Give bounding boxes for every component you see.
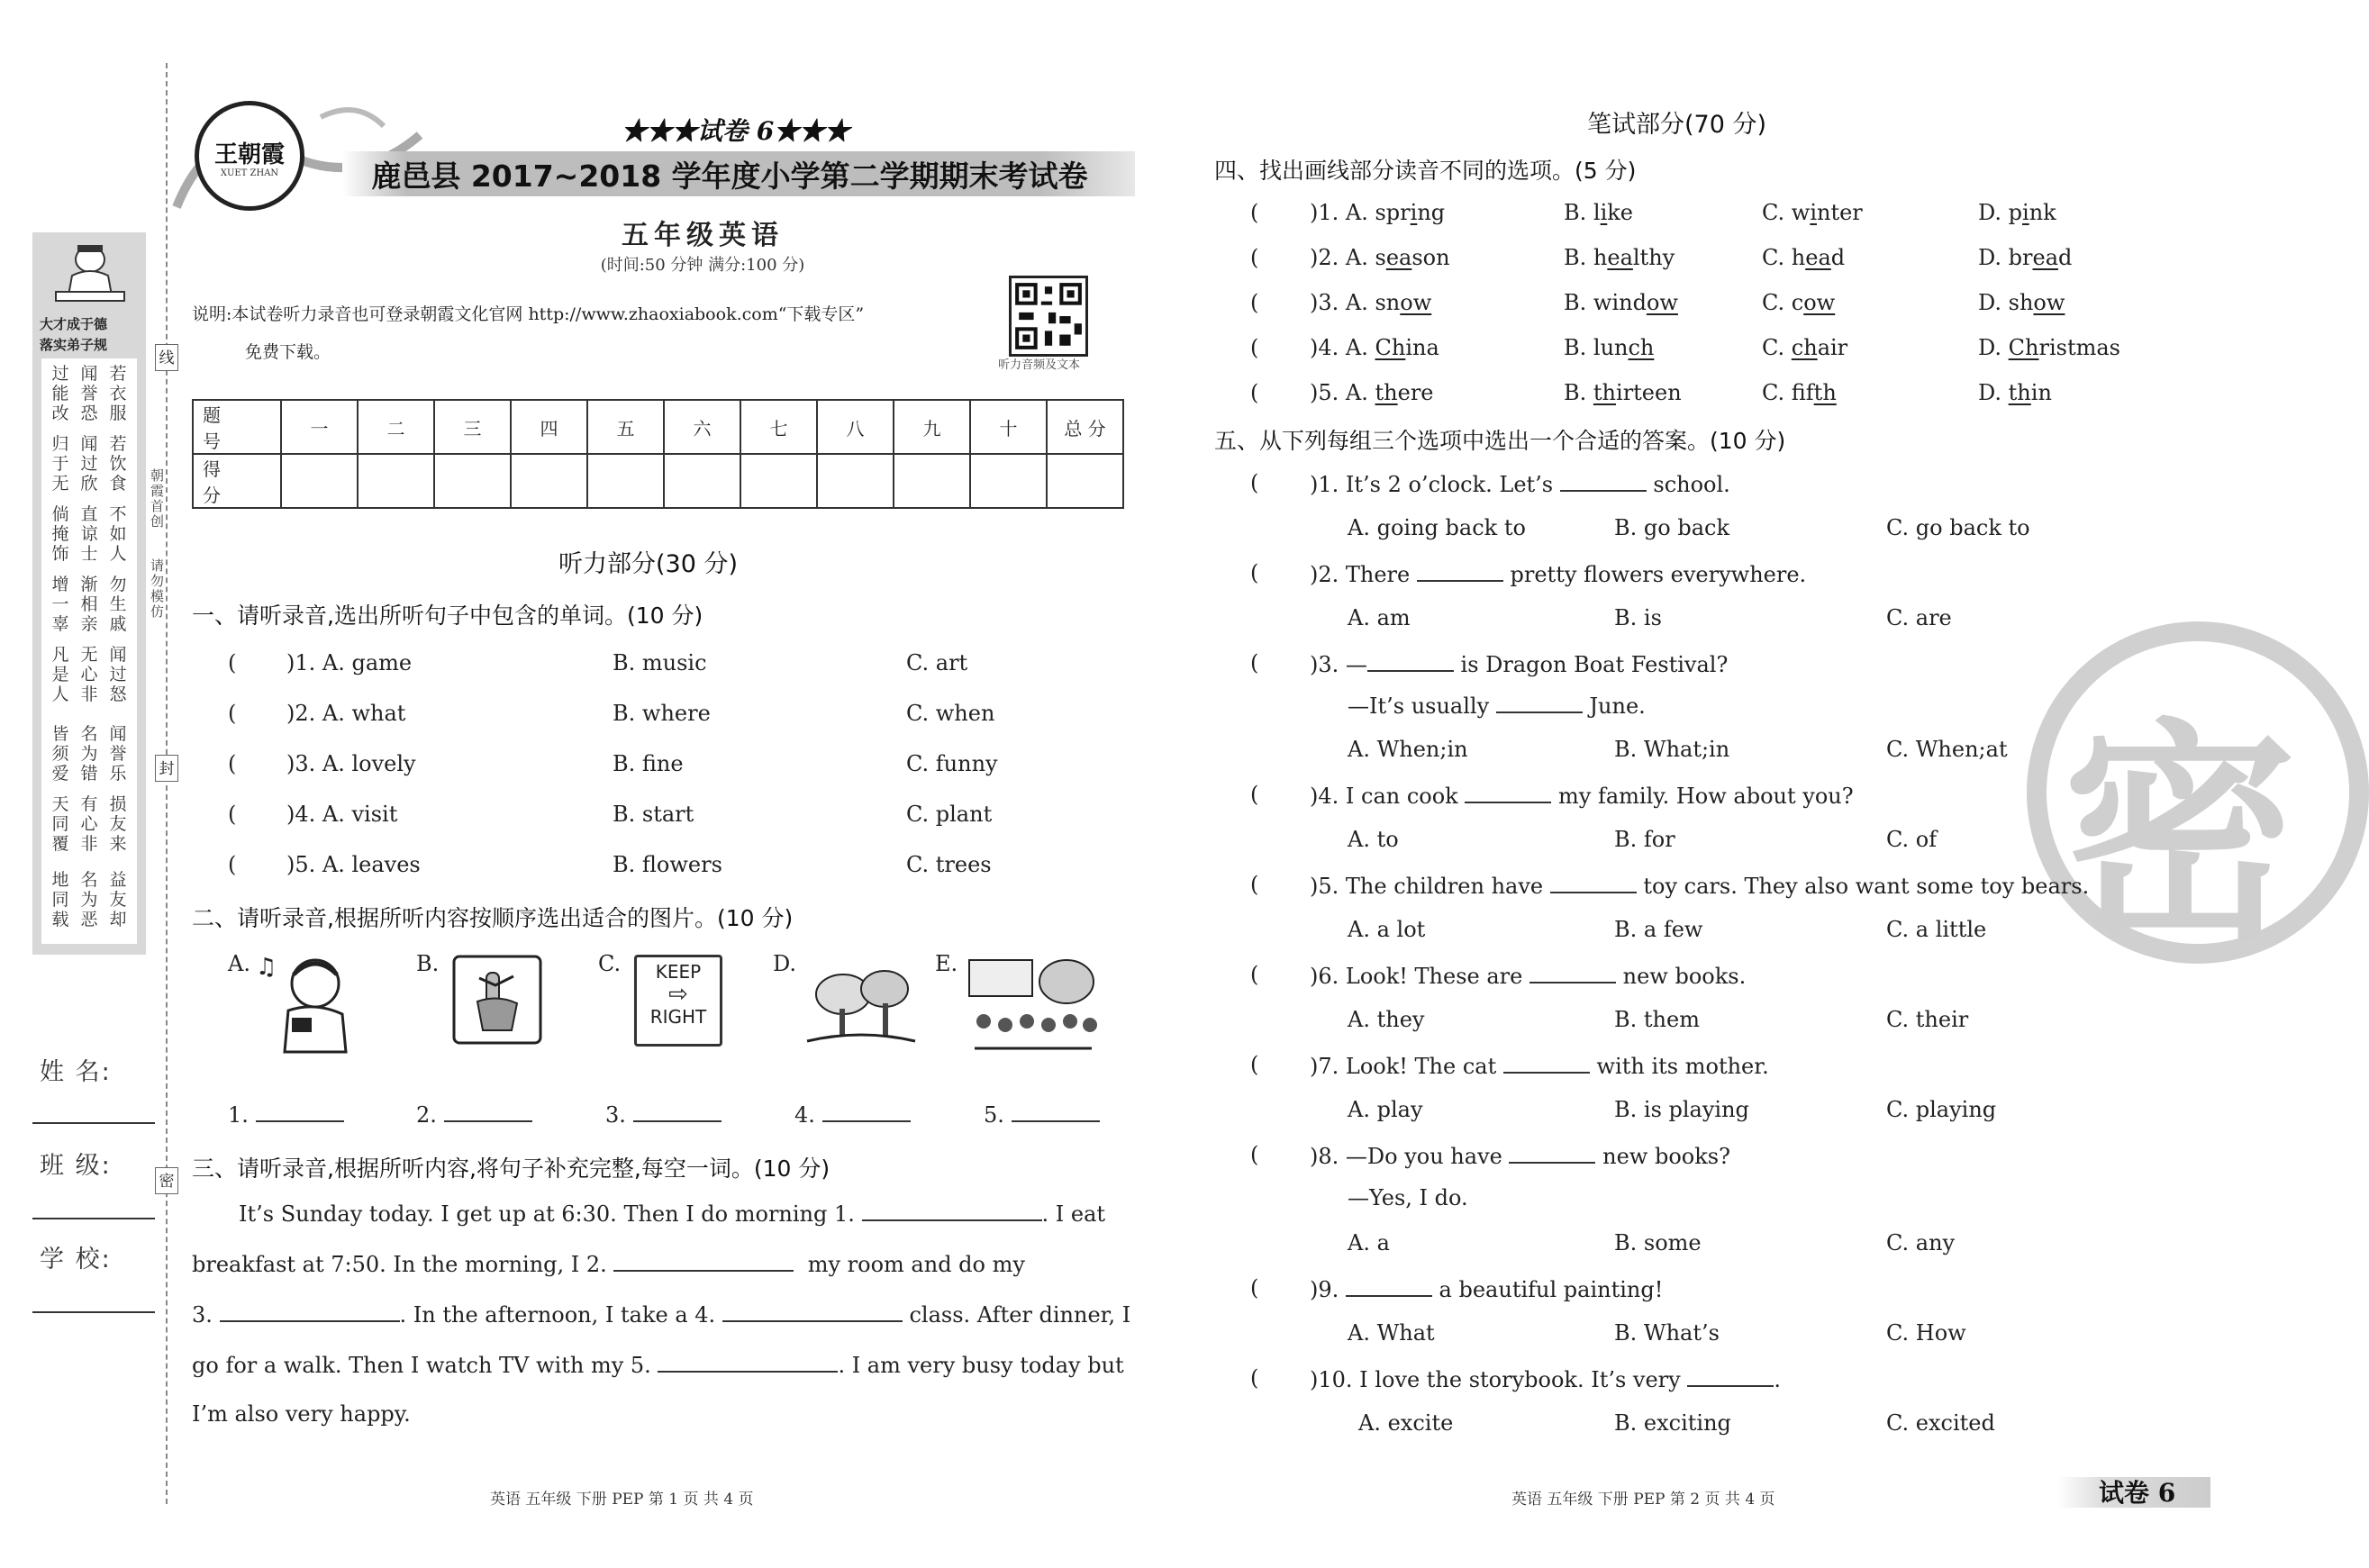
question-option-b: B. where — [613, 701, 711, 726]
table-cell: 二 — [358, 400, 434, 454]
mc-option-c: C. of — [1886, 827, 1938, 852]
passage-text: . I am very busy today but — [838, 1353, 1124, 1378]
answer-paren[interactable]: ( — [1250, 1142, 1259, 1167]
answer-blank[interactable] — [633, 1101, 722, 1122]
question-text: June. — [1589, 693, 1646, 719]
question-text: new books. — [1622, 964, 1747, 989]
phonics-option-d: D. show — [1978, 290, 2065, 315]
proverb-col: 有心非 — [80, 794, 98, 854]
question-blank — [1465, 782, 1551, 803]
section-5-title: 五、从下列每组三个选项中选出一个合适的答案。(10 分) — [1214, 428, 1786, 454]
mc-option-a: A. to — [1348, 827, 1399, 852]
question-text: school. — [1653, 472, 1730, 497]
answer-paren[interactable]: ( — [1250, 962, 1259, 987]
answer-paren[interactable]: ( — [1250, 1275, 1259, 1301]
score-table-header-row — [193, 400, 1123, 454]
phonics-option-d: D. bread — [1978, 245, 2073, 270]
question-text: )7. Look! The cat — [1310, 1054, 1497, 1079]
mc-option-a: A. excite — [1358, 1410, 1454, 1436]
exam-title: 鹿邑县 2017~2018 学年度小学第二学期期末考试卷 — [371, 159, 1088, 194]
mc-option-c: C. go back to — [1886, 515, 2030, 540]
picture-label-d: D. — [773, 951, 797, 976]
table-cell: 得 分 — [193, 454, 281, 508]
name-label: 姓 名: — [40, 1058, 112, 1086]
question-option-b: B. fine — [613, 751, 684, 776]
answer-blank[interactable] — [444, 1101, 532, 1122]
proverb-col: 归于无 — [51, 434, 69, 494]
proverb-col: 倘掩饰 — [51, 504, 69, 564]
phonics-option-c: C. cow — [1762, 290, 1836, 315]
mc-question-4 — [1310, 782, 1854, 809]
table-cell: 九 — [894, 400, 970, 454]
proverb-col: 勿生戚 — [109, 575, 127, 634]
question-blank — [1509, 1142, 1595, 1164]
phonics-option-c: C. fifth — [1762, 380, 1837, 405]
question-text: new books? — [1602, 1144, 1730, 1169]
question-text: )2. There — [1310, 562, 1411, 587]
paper-label: ★★★试卷 6★★★ — [622, 116, 850, 146]
proverb-col: 不如人 — [109, 504, 127, 564]
question-option-a: )2. A. what — [286, 701, 406, 726]
cut-mark-feng: 封 — [155, 755, 178, 782]
proverb-col: 增一辜 — [51, 575, 69, 634]
question-text: —It’s usually — [1348, 693, 1490, 719]
question-text: . — [1774, 1367, 1781, 1392]
phonics-option-a: )4. A. China — [1310, 335, 1439, 360]
keep-sign-word: KEEP — [655, 961, 702, 983]
question-option-b: B. flowers — [613, 852, 722, 877]
sidebar-motto-2: 落实弟子规 — [40, 337, 108, 353]
picture-answer-5 — [984, 1101, 1100, 1128]
mc-question-8 — [1310, 1142, 1730, 1169]
phonics-option-a: )2. A. season — [1310, 245, 1450, 270]
question-number: )5. A. — [1310, 380, 1368, 405]
svg-text:♫: ♫ — [256, 954, 277, 981]
class-label: 班 级: — [40, 1152, 112, 1180]
option-letter: D. — [1978, 380, 2002, 405]
proverb-col: 无心非 — [80, 645, 98, 704]
proverb-col: 损友来 — [109, 794, 127, 854]
score-table — [192, 399, 1124, 509]
passage-blank-4[interactable] — [722, 1301, 903, 1322]
phonics-option-d: D. pink — [1978, 200, 2056, 225]
proverb-col: 闻过欣 — [80, 434, 98, 494]
question-text: )8. —Do you have — [1310, 1144, 1502, 1169]
option-letter: D. — [1978, 200, 2002, 225]
answer-paren[interactable]: ( — [228, 751, 237, 776]
scholar-illustration — [45, 240, 135, 312]
answer-number: 5. — [984, 1102, 1004, 1128]
option-letter: B. — [1564, 335, 1587, 360]
mc-question-5 — [1310, 872, 2089, 899]
mc-option-c: C. any — [1886, 1230, 1956, 1255]
mc-option-c: C. their — [1886, 1007, 1969, 1032]
keep-sign-word: RIGHT — [649, 1006, 707, 1028]
mc-option-b: B. a few — [1614, 917, 1703, 942]
mc-option-a: A. When;in — [1348, 737, 1468, 762]
cut-mark-xian: 线 — [155, 344, 178, 371]
passage-text: 3. — [192, 1302, 213, 1328]
question-text: pretty flowers everywhere. — [1510, 562, 1807, 587]
question-option-a: )3. A. lovely — [286, 751, 416, 776]
option-letter: B. — [1564, 380, 1587, 405]
quiet-sign-picture — [452, 955, 542, 1045]
question-blank — [1529, 962, 1616, 983]
phonics-option-c: C. head — [1762, 245, 1846, 270]
score-cell[interactable] — [511, 454, 587, 508]
mc-question-1 — [1310, 470, 1730, 497]
phonics-option-a: )3. A. snow — [1310, 290, 1432, 315]
mc-question-3 — [1310, 650, 1728, 677]
question-text: with its mother. — [1596, 1054, 1769, 1079]
table-cell: 十 — [970, 400, 1047, 454]
passage-blank-2[interactable] — [613, 1250, 794, 1272]
picture-answer-2 — [416, 1101, 532, 1128]
mc-option-b: B. is playing — [1614, 1097, 1749, 1122]
school-field[interactable] — [32, 1311, 155, 1313]
phonics-option-b: B. window — [1564, 290, 1678, 315]
question-blank — [1346, 1275, 1432, 1297]
table-cell: 四 — [511, 400, 587, 454]
passage-text: class. After dinner, I — [909, 1302, 1131, 1328]
section-3-title: 三、请听录音,根据所听内容,将句子补充完整,每空一词。(10 分) — [192, 1156, 831, 1182]
mc-question-3-line2 — [1348, 692, 1646, 719]
passage-blank-1[interactable] — [862, 1200, 1042, 1221]
option-letter: C. — [1762, 380, 1785, 405]
mc-option-c: C. How — [1886, 1320, 1966, 1346]
answer-paren[interactable]: ( — [1250, 470, 1259, 495]
question-text: )9. — [1310, 1277, 1339, 1302]
mc-question-7 — [1310, 1052, 1769, 1079]
table-cell: 三 — [434, 400, 511, 454]
question-option-c: C. plant — [906, 802, 993, 827]
planting-trees-picture — [807, 958, 915, 1048]
mc-question-2 — [1310, 560, 1806, 587]
phonics-option-a: )5. A. there — [1310, 380, 1434, 405]
exam-timing: (时间:50 分钟 满分:100 分) — [600, 256, 805, 275]
passage-text: It’s Sunday today. I get up at 6:30. Then I do morning 1. — [239, 1201, 855, 1227]
question-text: is Dragon Boat Festival? — [1460, 652, 1729, 677]
option-letter: D. — [1978, 335, 2002, 360]
phonics-option-b: B. healthy — [1564, 245, 1675, 270]
phonics-option-c: C. chair — [1762, 335, 1848, 360]
score-table-score-row — [193, 454, 1123, 508]
class-outing-picture — [966, 955, 1101, 1052]
mc-option-c: C. a little — [1886, 917, 1987, 942]
mc-option-b: B. go back — [1614, 515, 1729, 540]
answer-number: 1. — [228, 1102, 249, 1128]
question-option-a: )5. A. leaves — [286, 852, 421, 877]
picture-answer-3 — [605, 1101, 722, 1128]
mc-option-a: A. am — [1348, 605, 1411, 630]
picture-label-e: E. — [935, 951, 958, 976]
question-text: )4. I can cook — [1310, 784, 1458, 809]
question-option-a: )4. A. visit — [286, 802, 398, 827]
passage-text: go for a walk. Then I watch TV with my 5. — [192, 1353, 651, 1378]
question-number: )2. A. — [1310, 245, 1368, 270]
answer-number: 2. — [416, 1102, 437, 1128]
mc-option-b: B. for — [1614, 827, 1675, 852]
mc-question-6 — [1310, 962, 1746, 989]
qr-caption: 听力音频及文本 — [998, 358, 1081, 372]
score-cell[interactable] — [1047, 454, 1123, 508]
passage-text: breakfast at 7:50. In the morning, I 2. — [192, 1252, 607, 1277]
score-cell[interactable] — [281, 454, 358, 508]
passage-line-2 — [192, 1250, 1025, 1277]
section-2-title: 二、请听录音,根据所听内容按顺序选出适合的图片。(10 分) — [192, 905, 794, 931]
passage-line-4 — [192, 1351, 1124, 1378]
question-blank — [1367, 650, 1454, 672]
question-option-c: C. art — [906, 650, 968, 675]
question-text: )5. The children have — [1310, 874, 1544, 899]
vertical-note-2: 请勿模仿 — [149, 558, 165, 620]
question-option-b: B. start — [613, 802, 694, 827]
proverb-col: 直谅士 — [80, 504, 98, 564]
proverb-panel — [41, 358, 137, 944]
mc-option-a: A. play — [1348, 1097, 1423, 1122]
answer-blank[interactable] — [256, 1101, 344, 1122]
answer-paren[interactable]: ( — [228, 852, 237, 877]
passage-text: . In the afternoon, I take a 4. — [399, 1302, 716, 1328]
passage-blank-3[interactable] — [220, 1301, 400, 1322]
option-letter: D. — [1978, 290, 2002, 315]
mc-option-a: A. What — [1348, 1320, 1435, 1346]
question-option-b: B. music — [613, 650, 707, 675]
proverb-col: 若饮食 — [109, 434, 127, 494]
proverb-col: 天同覆 — [51, 794, 69, 854]
writing-part-title: 笔试部分(70 分) — [1587, 111, 1767, 139]
proverb-col: 若衣服 — [109, 364, 127, 423]
mc-option-a: A. going back to — [1348, 515, 1526, 540]
logo-subtext: XUET ZHAN — [220, 168, 279, 178]
mc-question-8-line2: —Yes, I do. — [1348, 1185, 1468, 1210]
phonics-option-d: D. Christmas — [1978, 335, 2120, 360]
option-letter: D. — [1978, 245, 2002, 270]
mc-option-b: B. some — [1614, 1230, 1702, 1255]
question-blank — [1417, 560, 1503, 582]
passage-text: my room and do my — [807, 1252, 1025, 1277]
question-text: toy cars. They also want some toy bears. — [1643, 874, 2090, 899]
sidebar-motto-1: 大才成于德 — [40, 316, 108, 332]
mc-option-a: A. a — [1348, 1230, 1390, 1255]
answer-paren[interactable]: ( — [1250, 872, 1259, 897]
answer-number: 3. — [605, 1102, 626, 1128]
question-text: )1. It’s 2 o’clock. Let’s — [1310, 472, 1554, 497]
listening-part-title: 听力部分(30 分) — [558, 550, 739, 578]
question-text: )3. — — [1310, 652, 1367, 677]
question-blank — [1550, 872, 1637, 893]
mc-option-c: C. excited — [1886, 1410, 1995, 1436]
mc-question-9 — [1310, 1275, 1663, 1302]
question-number: )3. A. — [1310, 290, 1368, 315]
logo-emblem — [195, 101, 304, 211]
arrow-right-icon: ⇨ — [668, 981, 688, 1008]
page-footer-right: 英语 五年级 下册 PEP 第 2 页 共 4 页 — [1511, 1491, 1775, 1509]
answer-paren[interactable]: ( — [1250, 1052, 1259, 1077]
passage-text: . I eat — [1041, 1201, 1106, 1227]
school-label: 学 校: — [40, 1246, 112, 1273]
answer-paren[interactable]: ( — [1250, 290, 1259, 315]
question-option-c: C. when — [906, 701, 995, 726]
question-option-a: )1. A. game — [286, 650, 413, 675]
proverb-col: 凡是人 — [51, 645, 69, 704]
question-option-c: C. trees — [906, 852, 992, 877]
answer-paren[interactable]: ( — [228, 802, 237, 827]
section-4-title: 四、找出画线部分读音不同的选项。(5 分) — [1214, 158, 1637, 184]
passage-blank-5[interactable] — [658, 1351, 838, 1373]
mc-option-c: C. are — [1886, 605, 1952, 630]
passage-line-3 — [192, 1301, 1130, 1328]
phonics-option-b: B. lunch — [1564, 335, 1655, 360]
question-text: my family. How about you? — [1558, 784, 1854, 809]
mc-option-b: B. What;in — [1614, 737, 1730, 762]
mc-option-b: B. What’s — [1614, 1320, 1720, 1346]
proverb-col: 闻誉乐 — [109, 724, 127, 784]
picture-answer-1 — [228, 1101, 344, 1128]
score-cell[interactable] — [817, 454, 894, 508]
question-text: )10. I love the storybook. It’s very — [1310, 1367, 1681, 1392]
answer-paren[interactable]: ( — [1250, 782, 1259, 807]
score-cell[interactable] — [358, 454, 434, 508]
option-letter: C. — [1762, 245, 1785, 270]
table-cell: 一 — [281, 400, 358, 454]
mc-option-b: B. is — [1614, 605, 1662, 630]
question-option-c: C. funny — [906, 751, 998, 776]
class-field[interactable] — [32, 1218, 155, 1219]
page-footer-left: 英语 五年级 下册 PEP 第 1 页 共 4 页 — [490, 1491, 754, 1509]
picture-label-b: B. — [416, 951, 440, 976]
score-cell[interactable] — [434, 454, 511, 508]
question-text: a beautiful painting! — [1439, 1277, 1664, 1302]
score-cell[interactable] — [970, 454, 1047, 508]
qr-code[interactable] — [1009, 276, 1088, 357]
question-blank — [1560, 470, 1647, 492]
vertical-note-1: 朝霞首创 — [149, 468, 165, 530]
question-blank — [1503, 1052, 1590, 1074]
option-letter: C. — [1762, 290, 1785, 315]
download-note: 说明:本试卷听力录音也可登录朝霞文化官网 http://www.zhaoxiabook.com“下载专区” — [192, 304, 865, 324]
boy-listening-music-picture — [252, 947, 360, 1054]
phonics-option-d: D. thin — [1978, 380, 2052, 405]
score-cell[interactable] — [587, 454, 664, 508]
picture-label-a: A. — [228, 951, 250, 976]
answer-paren[interactable]: ( — [1250, 200, 1259, 225]
answer-number: 4. — [794, 1102, 815, 1128]
answer-paren[interactable]: ( — [1250, 1365, 1259, 1391]
question-number: )4. A. — [1310, 335, 1368, 360]
mc-option-b: B. them — [1614, 1007, 1700, 1032]
table-cell: 八 — [817, 400, 894, 454]
table-cell: 七 — [740, 400, 817, 454]
picture-label-c: C. — [598, 951, 622, 976]
phonics-option-b: B. like — [1564, 200, 1634, 225]
phonics-option-b: B. thirteen — [1564, 380, 1682, 405]
table-cell: 题 号 — [193, 400, 281, 454]
answer-paren[interactable]: ( — [1250, 560, 1259, 585]
option-letter: B. — [1564, 245, 1587, 270]
proverb-col: 名为错 — [80, 724, 98, 784]
option-letter: C. — [1762, 335, 1785, 360]
proverb-col: 渐相亲 — [80, 575, 98, 634]
answer-blank[interactable] — [1012, 1101, 1100, 1122]
phonics-option-a: )1. A. spring — [1310, 200, 1446, 225]
passage-line-1 — [239, 1200, 1105, 1227]
proverb-col: 闻过怒 — [109, 645, 127, 704]
confidential-watermark: 密 — [2063, 701, 2297, 973]
cut-mark-mi: 密 — [155, 1167, 178, 1194]
question-text: )6. Look! These are — [1310, 964, 1523, 989]
name-field[interactable] — [32, 1122, 155, 1124]
score-cell[interactable] — [894, 454, 970, 508]
option-letter: B. — [1564, 290, 1587, 315]
mc-option-a: A. a lot — [1348, 917, 1426, 942]
download-note-cont: 免费下载。 — [245, 342, 331, 362]
proverb-col: 闻誉恐 — [80, 364, 98, 423]
proverb-col: 皆须爱 — [51, 724, 69, 784]
mc-option-a: A. they — [1348, 1007, 1425, 1032]
question-blank — [1496, 692, 1583, 713]
option-letter: B. — [1564, 200, 1587, 225]
mc-question-10 — [1310, 1365, 1781, 1392]
table-cell: 五 — [587, 400, 664, 454]
proverb-col: 益友却 — [109, 870, 127, 929]
proverb-col: 名为恶 — [80, 870, 98, 929]
keep-right-sign-picture — [634, 955, 722, 1047]
table-cell: 六 — [664, 400, 740, 454]
question-blank — [1687, 1365, 1774, 1387]
proverb-col: 过能改 — [51, 364, 69, 423]
answer-paren[interactable]: ( — [1250, 245, 1259, 270]
passage-line-5: I’m also very happy. — [192, 1401, 411, 1427]
answer-paren[interactable]: ( — [228, 650, 237, 675]
subject-title: 五年级英语 — [622, 220, 784, 251]
answer-paren[interactable]: ( — [1250, 650, 1259, 675]
answer-paren[interactable]: ( — [228, 701, 237, 726]
table-cell: 总 分 — [1047, 400, 1123, 454]
section-1-title: 一、请听录音,选出所听句子中包含的单词。(10 分) — [192, 603, 703, 629]
answer-paren[interactable]: ( — [1250, 380, 1259, 405]
answer-paren[interactable]: ( — [1250, 335, 1259, 360]
score-cell[interactable] — [740, 454, 817, 508]
picture-answer-4 — [794, 1101, 911, 1128]
mc-option-c: C. When;at — [1886, 737, 2008, 762]
corner-paper-label: 试卷 6 — [2099, 1478, 2176, 1508]
mc-option-c: C. playing — [1886, 1097, 1997, 1122]
proverb-col: 地同载 — [51, 870, 69, 929]
mc-option-b: B. exciting — [1614, 1410, 1731, 1436]
phonics-option-c: C. winter — [1762, 200, 1863, 225]
option-letter: C. — [1762, 200, 1785, 225]
logo-text: 王朝霞 — [213, 141, 285, 168]
binding-cut-line — [166, 63, 168, 1504]
score-cell[interactable] — [664, 454, 740, 508]
question-number: )1. A. — [1310, 200, 1368, 225]
answer-blank[interactable] — [822, 1101, 911, 1122]
